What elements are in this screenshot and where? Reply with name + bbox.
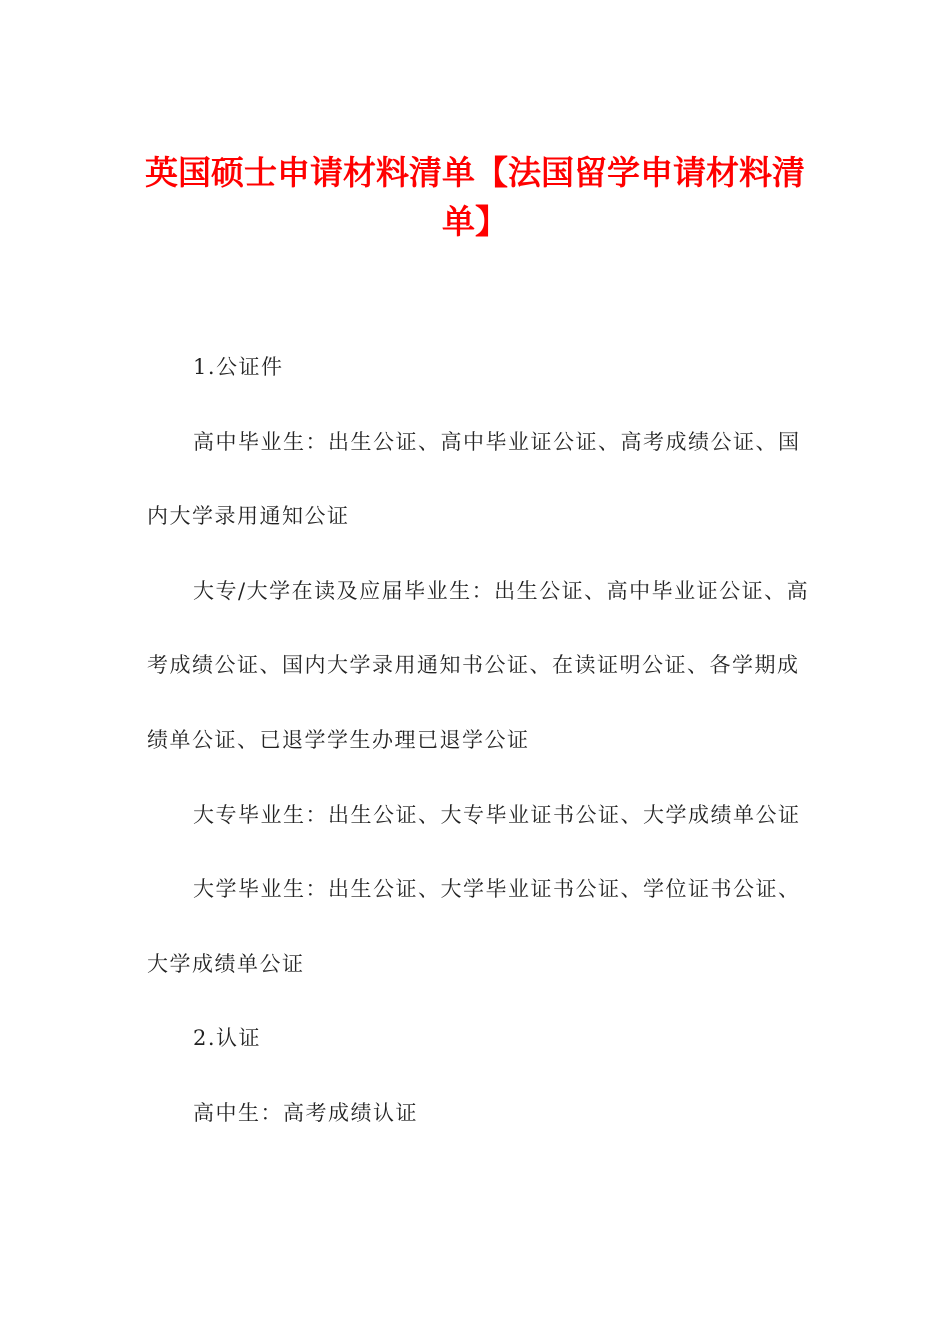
paragraph-university-graduates: 大学毕业生：出生公证、大学毕业证书公证、学位证书公证、大学成绩单公证 — [147, 877, 801, 976]
document-body — [147, 330, 817, 1151]
paragraph-notarization-heading: 1.公证件 — [193, 355, 284, 379]
paragraph-high-school-graduates: 高中毕业生：出生公证、高中毕业证公证、高考成绩公证、国内大学录用通知公证 — [147, 429, 801, 529]
paragraph-current-students: 大专/大学在读及应届毕业生：出生公证、高中毕业证公证、高考成绩公证、国内大学录用通知书公证、在读证明公证、各学期成绩单公证、已退学学生办理已退学公证 — [147, 578, 810, 752]
paragraph-high-school-students: 高中生：高考成绩认证 — [193, 1100, 418, 1125]
document-title: 英国硕士申请材料清单【法国留学申请材料清单】 — [145, 153, 805, 241]
paragraph-college-graduates: 大专毕业生：出生公证、大专毕业证书公证、大学成绩单公证 — [193, 802, 801, 827]
paragraph-certification-heading: 2.认证 — [193, 1026, 262, 1051]
